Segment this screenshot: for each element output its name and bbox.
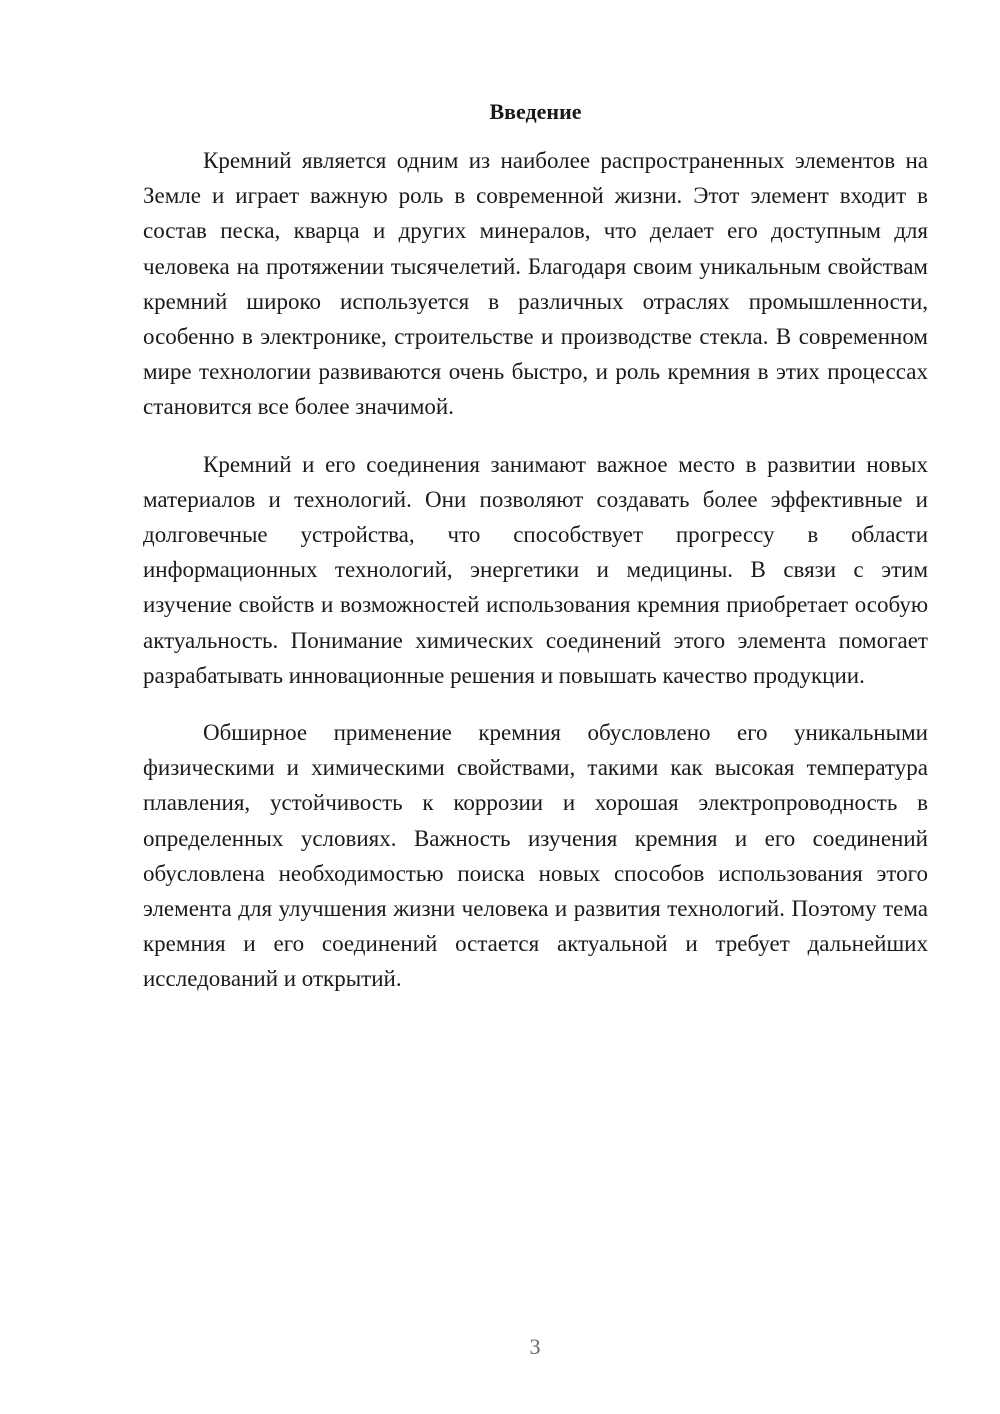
paragraph: Кремний является одним из наиболее распространенных элементов на Земле и играет важную роль в современной жизни. Этот элемент входит в состав песка, кварца и других минералов, что делает его доступным для человека на протяжении тысячелетий. Благодаря своим уникальным свойствам кремний широко используется в различных отраслях промышленности, особенно в электронике, строительстве и производстве стекла. В современном мире технологии развиваются очень быстро, и роль кремния в этих процессах становится все более значимой.	[143, 148, 928, 420]
page-number: 3	[529, 1334, 541, 1359]
section-title: Введение	[489, 99, 582, 124]
body-text	[143, 143, 928, 1019]
paragraph: Кремний и его соединения занимают важное место в развитии новых материалов и технологий. Они позволяют создавать более эффективные и долговечные устройства, что способствует прогрессу в области информационных технологий, энергетики и медицины. В связи с этим изучение свойств и возможностей использования кремния приобретает особую актуальность. Понимание химических соединений этого элемента помогает разрабатывать инновационные решения и повышать качество продукции.	[143, 451, 928, 688]
paragraph: Обширное применение кремния обусловлено его уникальными физическими и химическими свойствами, такими как высокая температура плавления, устойчивость к коррозии и хорошая электропроводность в определенных условиях. Важность изучения кремния и его соединений обусловлена необходимостью поиска новых способов использования этого элемента для улучшения жизни человека и развития технологий. Поэтому тема кремния и его соединений остается актуальной и требует дальнейших исследований и открытий.	[143, 720, 928, 992]
